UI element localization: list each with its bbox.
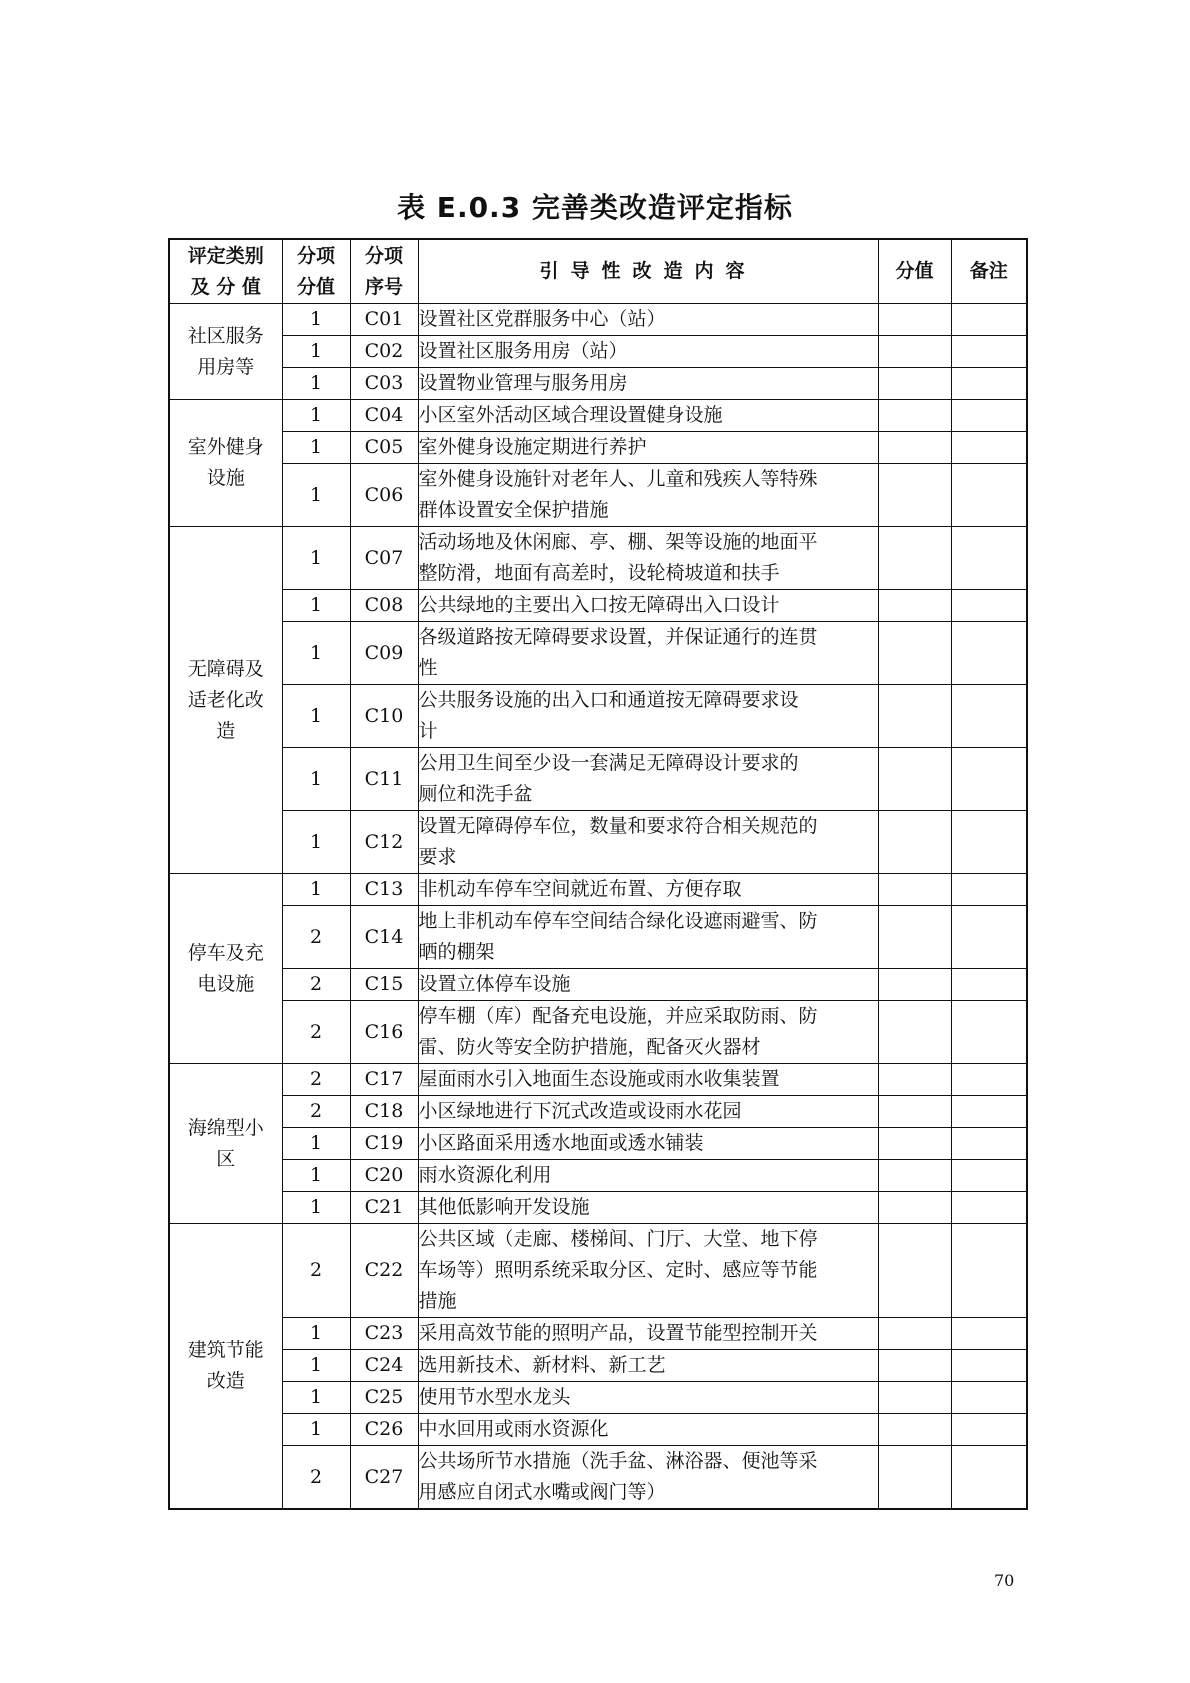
content-line: 性 — [418, 657, 438, 679]
category-line: 无障碍及 — [187, 657, 264, 680]
code-cell: C02 — [350, 336, 418, 368]
content-line: 设置立体停车设施 — [418, 973, 571, 995]
remark-cell — [951, 527, 1027, 590]
table-row — [169, 1128, 1027, 1160]
code-cell: C18 — [350, 1096, 418, 1128]
category-cell — [169, 874, 282, 1064]
content-line: 活动场地及休闲廊、亭、棚、架等设施的地面平 — [418, 531, 818, 553]
content-line: 公共场所节水措施（洗手盆、淋浴器、便池等采 — [418, 1450, 818, 1472]
remark-cell — [951, 1128, 1027, 1160]
value-cell — [878, 432, 951, 464]
content-line: 小区绿地进行下沉式改造或设雨水花园 — [418, 1100, 742, 1122]
content-line: 要求 — [418, 846, 457, 868]
category-line: 用房等 — [197, 355, 255, 378]
remark-cell — [951, 400, 1027, 432]
value-cell — [878, 1192, 951, 1224]
header-content: 引导性改造内容 — [418, 239, 878, 304]
remark-cell — [951, 1382, 1027, 1414]
code-cell: C27 — [350, 1446, 418, 1510]
value-cell — [878, 1096, 951, 1128]
value-cell — [878, 1446, 951, 1510]
score-cell: 2 — [282, 969, 350, 1001]
content-line: 非机动车停车空间就近布置、方便存取 — [418, 878, 742, 900]
code-cell: C16 — [350, 1001, 418, 1064]
page-number: 70 — [994, 1571, 1015, 1590]
content-cell — [418, 590, 878, 622]
content-line: 停车棚（库）配备充电设施，并应采取防雨、防 — [418, 1005, 818, 1027]
content-line: 设置社区服务用房（站） — [418, 340, 628, 362]
value-cell — [878, 1414, 951, 1446]
code-cell: C20 — [350, 1160, 418, 1192]
header-value: 分值 — [878, 239, 951, 304]
remark-cell — [951, 1446, 1027, 1510]
code-cell: C22 — [350, 1224, 418, 1318]
value-cell — [878, 685, 951, 748]
category-line: 海绵型小 — [187, 1116, 264, 1139]
content-cell — [418, 906, 878, 969]
content-cell — [418, 1350, 878, 1382]
code-cell: C13 — [350, 874, 418, 906]
header-score — [282, 239, 350, 304]
value-cell — [878, 304, 951, 336]
remark-cell — [951, 368, 1027, 400]
category-line: 适老化改 — [187, 688, 264, 711]
code-cell: C09 — [350, 622, 418, 685]
content-line: 其他低影响开发设施 — [418, 1196, 590, 1218]
score-cell: 1 — [282, 748, 350, 811]
score-cell: 2 — [282, 906, 350, 969]
score-cell: 1 — [282, 1414, 350, 1446]
content-cell — [418, 1414, 878, 1446]
code-cell: C10 — [350, 685, 418, 748]
score-cell: 1 — [282, 368, 350, 400]
content-cell — [418, 400, 878, 432]
category-line: 改造 — [206, 1370, 245, 1392]
table-row — [169, 811, 1027, 874]
score-cell: 2 — [282, 1064, 350, 1096]
code-cell: C06 — [350, 464, 418, 527]
remark-cell — [951, 969, 1027, 1001]
content-cell — [418, 304, 878, 336]
value-cell — [878, 336, 951, 368]
score-cell: 2 — [282, 1096, 350, 1128]
table-row — [169, 1192, 1027, 1224]
code-cell: C25 — [350, 1382, 418, 1414]
category-line: 设施 — [206, 467, 245, 489]
remark-cell — [951, 874, 1027, 906]
content-cell — [418, 336, 878, 368]
value-cell — [878, 811, 951, 874]
content-line: 公用卫生间至少设一套满足无障碍设计要求的 — [418, 752, 799, 774]
table-row — [169, 1224, 1027, 1318]
content-cell — [418, 1224, 878, 1318]
code-cell: C17 — [350, 1064, 418, 1096]
code-cell: C14 — [350, 906, 418, 969]
code-cell: C01 — [350, 304, 418, 336]
table-row — [169, 1064, 1027, 1096]
score-cell: 1 — [282, 1350, 350, 1382]
value-cell — [878, 527, 951, 590]
header-score-line: 分项 — [296, 244, 335, 267]
content-line: 公共区域（走廊、楼梯间、门厅、大堂、地下停 — [418, 1228, 818, 1250]
content-cell — [418, 1446, 878, 1510]
content-line: 措施 — [418, 1290, 457, 1312]
content-cell — [418, 969, 878, 1001]
content-line: 室外健身设施针对老年人、儿童和残疾人等特殊 — [418, 468, 818, 490]
remark-cell — [951, 1001, 1027, 1064]
value-cell — [878, 622, 951, 685]
code-cell: C26 — [350, 1414, 418, 1446]
content-line: 厕位和洗手盆 — [418, 783, 533, 805]
table-row — [169, 527, 1027, 590]
page-title: 表 E.0.3 完善类改造评定指标 — [397, 191, 793, 224]
content-cell — [418, 1096, 878, 1128]
score-cell: 1 — [282, 811, 350, 874]
table-row — [169, 748, 1027, 811]
table-row — [169, 464, 1027, 527]
content-line: 屋面雨水引入地面生态设施或雨水收集装置 — [418, 1068, 780, 1090]
code-cell: C12 — [350, 811, 418, 874]
remark-cell — [951, 590, 1027, 622]
table-row — [169, 1382, 1027, 1414]
category-line: 造 — [216, 719, 236, 742]
remark-cell — [951, 1160, 1027, 1192]
value-cell — [878, 1001, 951, 1064]
category-cell — [169, 1064, 282, 1224]
content-line: 整防滑，地面有高差时，设轮椅坡道和扶手 — [418, 562, 780, 584]
remark-cell — [951, 748, 1027, 811]
content-cell — [418, 811, 878, 874]
content-cell — [418, 622, 878, 685]
code-cell: C15 — [350, 969, 418, 1001]
value-cell — [878, 464, 951, 527]
content-line: 车场等）照明系统采取分区、定时、感应等节能 — [418, 1259, 818, 1281]
remark-cell — [951, 464, 1027, 527]
content-line: 公共绿地的主要出入口按无障碍出入口设计 — [418, 594, 780, 616]
table-row — [169, 1001, 1027, 1064]
code-cell: C11 — [350, 748, 418, 811]
table-row — [169, 304, 1027, 336]
value-cell — [878, 1160, 951, 1192]
content-line: 计 — [418, 720, 438, 742]
score-cell: 1 — [282, 304, 350, 336]
score-cell: 1 — [282, 1128, 350, 1160]
table-row — [169, 969, 1027, 1001]
category-line: 建筑节能 — [187, 1339, 264, 1361]
content-cell — [418, 1128, 878, 1160]
content-line: 选用新技术、新材料、新工艺 — [418, 1354, 666, 1376]
header-remark: 备注 — [951, 239, 1027, 304]
value-cell — [878, 1224, 951, 1318]
score-cell: 2 — [282, 1001, 350, 1064]
code-cell: C21 — [350, 1192, 418, 1224]
table-row — [169, 1446, 1027, 1510]
table-row — [169, 336, 1027, 368]
content-line: 地上非机动车停车空间结合绿化设遮雨避雪、防 — [418, 910, 818, 932]
content-cell — [418, 527, 878, 590]
category-line: 室外健身 — [187, 436, 264, 458]
score-cell: 1 — [282, 590, 350, 622]
score-cell: 2 — [282, 1224, 350, 1318]
table-row — [169, 1414, 1027, 1446]
content-cell — [418, 874, 878, 906]
value-cell — [878, 906, 951, 969]
table-row — [169, 590, 1027, 622]
score-cell: 1 — [282, 1382, 350, 1414]
score-cell: 1 — [282, 874, 350, 906]
content-line: 使用节水型水龙头 — [418, 1386, 571, 1408]
category-line: 停车及充 — [187, 941, 264, 964]
content-cell — [418, 464, 878, 527]
header-code-line: 序号 — [364, 275, 403, 298]
category-line: 社区服务 — [187, 324, 264, 347]
table-row — [169, 400, 1027, 432]
value-cell — [878, 1128, 951, 1160]
content-cell — [418, 1160, 878, 1192]
content-line: 公共服务设施的出入口和通道按无障碍要求设 — [418, 689, 799, 711]
value-cell — [878, 590, 951, 622]
content-line: 采用高效节能的照明产品，设置节能型控制开关 — [418, 1322, 818, 1344]
code-cell: C03 — [350, 368, 418, 400]
content-line: 设置物业管理与服务用房 — [418, 372, 628, 394]
score-cell: 1 — [282, 1192, 350, 1224]
code-cell: C08 — [350, 590, 418, 622]
header-code-line: 分项 — [364, 244, 403, 267]
remark-cell — [951, 1096, 1027, 1128]
score-cell: 2 — [282, 1446, 350, 1510]
table-row — [169, 906, 1027, 969]
score-cell: 1 — [282, 622, 350, 685]
content-line: 群体设置安全保护措施 — [418, 499, 609, 521]
remark-cell — [951, 304, 1027, 336]
value-cell — [878, 1382, 951, 1414]
score-cell: 1 — [282, 1318, 350, 1350]
remark-cell — [951, 1192, 1027, 1224]
code-cell: C19 — [350, 1128, 418, 1160]
table-row — [169, 1096, 1027, 1128]
code-cell: C23 — [350, 1318, 418, 1350]
table-row — [169, 1160, 1027, 1192]
content-cell — [418, 748, 878, 811]
score-cell: 1 — [282, 336, 350, 368]
value-cell — [878, 368, 951, 400]
value-cell — [878, 400, 951, 432]
content-cell — [418, 1064, 878, 1096]
content-cell — [418, 685, 878, 748]
score-cell: 1 — [282, 400, 350, 432]
value-cell — [878, 969, 951, 1001]
remark-cell — [951, 622, 1027, 685]
table-row — [169, 874, 1027, 906]
header-score-line: 分值 — [296, 275, 335, 298]
content-line: 各级道路按无障碍要求设置，并保证通行的连贯 — [418, 626, 818, 648]
category-cell — [169, 1224, 282, 1510]
remark-cell — [951, 432, 1027, 464]
content-line: 室外健身设施定期进行养护 — [418, 436, 647, 458]
content-line: 小区路面采用透水地面或透水铺装 — [418, 1132, 704, 1154]
content-cell — [418, 1318, 878, 1350]
remark-cell — [951, 906, 1027, 969]
content-cell — [418, 432, 878, 464]
category-cell — [169, 400, 282, 527]
header-category-line: 评定类别 — [187, 244, 264, 267]
remark-cell — [951, 811, 1027, 874]
remark-cell — [951, 685, 1027, 748]
remark-cell — [951, 1318, 1027, 1350]
score-cell: 1 — [282, 685, 350, 748]
value-cell — [878, 1064, 951, 1096]
score-cell: 1 — [282, 527, 350, 590]
code-cell: C07 — [350, 527, 418, 590]
category-cell — [169, 527, 282, 874]
value-cell — [878, 748, 951, 811]
table-row — [169, 368, 1027, 400]
table-row — [169, 1350, 1027, 1382]
table-row — [169, 622, 1027, 685]
score-cell: 1 — [282, 432, 350, 464]
table-row — [169, 685, 1027, 748]
category-line: 区 — [216, 1147, 236, 1170]
table-body — [169, 304, 1027, 1510]
content-line: 晒的棚架 — [418, 941, 495, 963]
score-cell: 1 — [282, 1160, 350, 1192]
header-code — [350, 239, 418, 304]
category-line: 电设施 — [197, 972, 255, 995]
code-cell: C05 — [350, 432, 418, 464]
category-cell — [169, 304, 282, 400]
content-line: 中水回用或雨水资源化 — [418, 1418, 609, 1440]
table-row — [169, 432, 1027, 464]
content-cell — [418, 368, 878, 400]
table-header-row — [169, 239, 1027, 304]
remark-cell — [951, 1350, 1027, 1382]
content-cell — [418, 1001, 878, 1064]
content-line: 设置无障碍停车位，数量和要求符合相关规范的 — [418, 815, 818, 837]
header-category — [169, 239, 282, 304]
content-line: 雷、防火等安全防护措施，配备灭火器材 — [418, 1036, 761, 1058]
content-line: 雨水资源化利用 — [418, 1164, 552, 1186]
remark-cell — [951, 1224, 1027, 1318]
table-row — [169, 1318, 1027, 1350]
content-cell — [418, 1382, 878, 1414]
code-cell: C04 — [350, 400, 418, 432]
code-cell: C24 — [350, 1350, 418, 1382]
evaluation-table — [168, 238, 1028, 1510]
content-line: 设置社区党群服务中心（站） — [418, 308, 666, 330]
remark-cell — [951, 1064, 1027, 1096]
header-category-line: 及 分 值 — [190, 275, 261, 298]
score-cell: 1 — [282, 464, 350, 527]
value-cell — [878, 1318, 951, 1350]
remark-cell — [951, 1414, 1027, 1446]
remark-cell — [951, 336, 1027, 368]
content-cell — [418, 1192, 878, 1224]
content-line: 小区室外活动区域合理设置健身设施 — [418, 404, 723, 426]
content-line: 用感应自闭式水嘴或阀门等） — [418, 1481, 666, 1503]
value-cell — [878, 874, 951, 906]
value-cell — [878, 1350, 951, 1382]
